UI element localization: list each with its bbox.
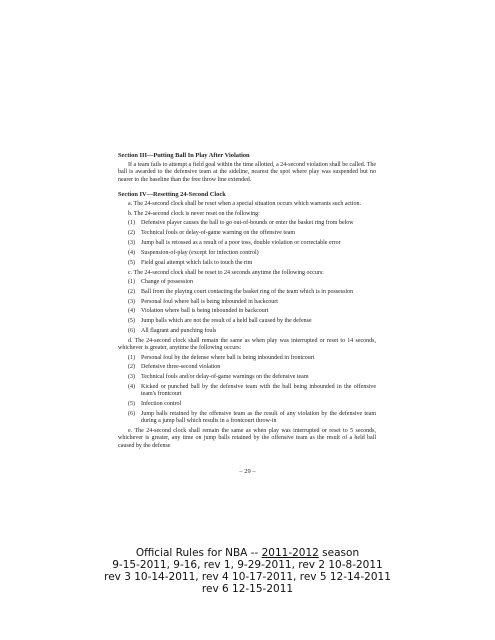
list-item-text: Jump balls which are not the result of a held ball caused by the defense [141, 318, 312, 325]
list-item [118, 289, 376, 296]
list-item [118, 299, 376, 306]
list-item [118, 279, 376, 286]
list-item-text: Technical fouls and/or delay-of-game warnings on the defensive team [141, 374, 309, 381]
list-item-number: (1) [128, 279, 135, 286]
page-number: – 29 – [239, 468, 256, 475]
list-item-number: (4) [128, 249, 135, 256]
footer-season-link[interactable]: 2011-2012 [261, 547, 319, 559]
list-item-text: Defensive player causes the ball to go out-of-bounds or enter the basket ring from below [141, 220, 354, 227]
list-item-number: (5) [128, 259, 135, 266]
list-item-text: Jump balls retained by the offensive team as the result of any violation by the defensive team during a jump ball which results in a frontcourt throw-in [141, 410, 376, 424]
list-item-number: (3) [128, 374, 135, 381]
list-item-text: Technical fouls or delay-of-game warning on the offensive team [141, 230, 296, 237]
list-item-text: Infection control [141, 401, 182, 407]
list-item-text: Personal foul by the defense where ball is being inbounded in frontcourt [141, 354, 315, 361]
list-item [118, 401, 376, 408]
section-4-paragraph-c: c. The 24-second clock shall be reset to 24 seconds anytime the following occurs: [128, 269, 324, 276]
list-item [118, 318, 376, 325]
list-item [118, 364, 376, 371]
list-item-text: Jump ball is retossed as a result of a poor toss, double violation or correctable error [141, 240, 341, 247]
list-item [118, 240, 376, 247]
footer-revision-line-2: rev 3 10-14-2011, rev 4 10-17-2011, rev 5 12-14-2011 [104, 571, 391, 583]
section-4-paragraph-e: e. The 24-second clock shall remain the same as when play was interrupted or reset to 5 seconds, whichever is greater, any time on jump balls retained by the offensive team as the result of a held ball caused by the defense [118, 428, 376, 449]
list-item-text: All flagrant and punching fouls [141, 328, 217, 334]
section-3-paragraph: If a team fails to attempt a field goal within the time allotted, a 24-second violation shall be called. The ball is awarded to the defensive team at the sideline, nearest the spot where play was suspended but no nearer to the baseline than the free throw line extended. [118, 162, 376, 183]
list-item [118, 220, 376, 227]
list-item-number: (1) [128, 220, 135, 227]
section-4-paragraph-b: b. The 24-second clock is never reset on the following: [128, 211, 260, 218]
list-item-number: (5) [128, 318, 135, 325]
list-item [118, 384, 376, 398]
rules-text-body [118, 152, 376, 452]
list-item-text: Ball from the playing court contacting the basket ring of the team which is in possession [141, 288, 354, 295]
footer-title-prefix: Official Rules for NBA -- [135, 547, 262, 559]
list-item-number: (2) [128, 364, 135, 371]
list-item-number: (6) [128, 410, 135, 417]
list-item-text: Suspension-of-play (except for infection control) [141, 249, 259, 256]
footer-title-suffix: season [318, 547, 360, 559]
list-item [118, 328, 376, 335]
section-3-heading: Section III—Putting Ball In Play After Violation [118, 152, 250, 159]
list-item-number: (2) [128, 230, 135, 237]
footer-title-line [0, 547, 495, 559]
section-4-heading: Section IV—Resetting 24-Second Clock [118, 190, 226, 198]
list-item-number: (3) [128, 298, 135, 305]
list-item-number: (1) [128, 354, 135, 361]
list-item [118, 355, 376, 362]
list-item-text: Violation where ball is being inbounded in backcourt [141, 308, 269, 315]
list-item [118, 374, 376, 381]
list-item-text: Change of possession [141, 279, 193, 286]
list-item [118, 250, 376, 257]
section-4-paragraph-a: a. The 24-second clock shall be reset when a special situation occurs which warrants such action. [128, 201, 361, 208]
list-item-number: (4) [128, 384, 135, 390]
list-item [118, 260, 376, 267]
list-item-number: (5) [128, 401, 135, 407]
list-item [118, 308, 376, 315]
footer-revision-line-3: rev 6 12-15-2011 [201, 583, 294, 595]
list-d [118, 355, 376, 426]
revision-footer [0, 547, 495, 595]
list-b [118, 220, 376, 266]
list-item-text: Kicked or punched ball by the defensive team with the ball being inbounded in the offensive team's frontcourt [141, 384, 376, 398]
section-4-paragraph-d: d. The 24-second clock shall remain the same as when play was interrupted or reset to 14 seconds, whichever is greater, anytime the following occurs: [118, 338, 376, 352]
list-item-number: (2) [128, 288, 135, 295]
list-item-number: (3) [128, 240, 135, 247]
list-item [118, 411, 376, 425]
list-item-text: Field goal attempt which fails to touch the rim [141, 259, 253, 266]
list-item-number: (4) [128, 308, 135, 315]
list-item [118, 230, 376, 237]
list-c [118, 279, 376, 335]
list-item-text: Personal foul where ball is being inbounded in backcourt [141, 298, 278, 305]
footer-revision-line-1: 9-15-2011, 9-16, rev 1, 9-29-2011, rev 2 10-8-2011 [112, 559, 383, 571]
list-item-text: Defensive three-second violation [141, 364, 221, 371]
list-item-number: (6) [128, 328, 135, 334]
